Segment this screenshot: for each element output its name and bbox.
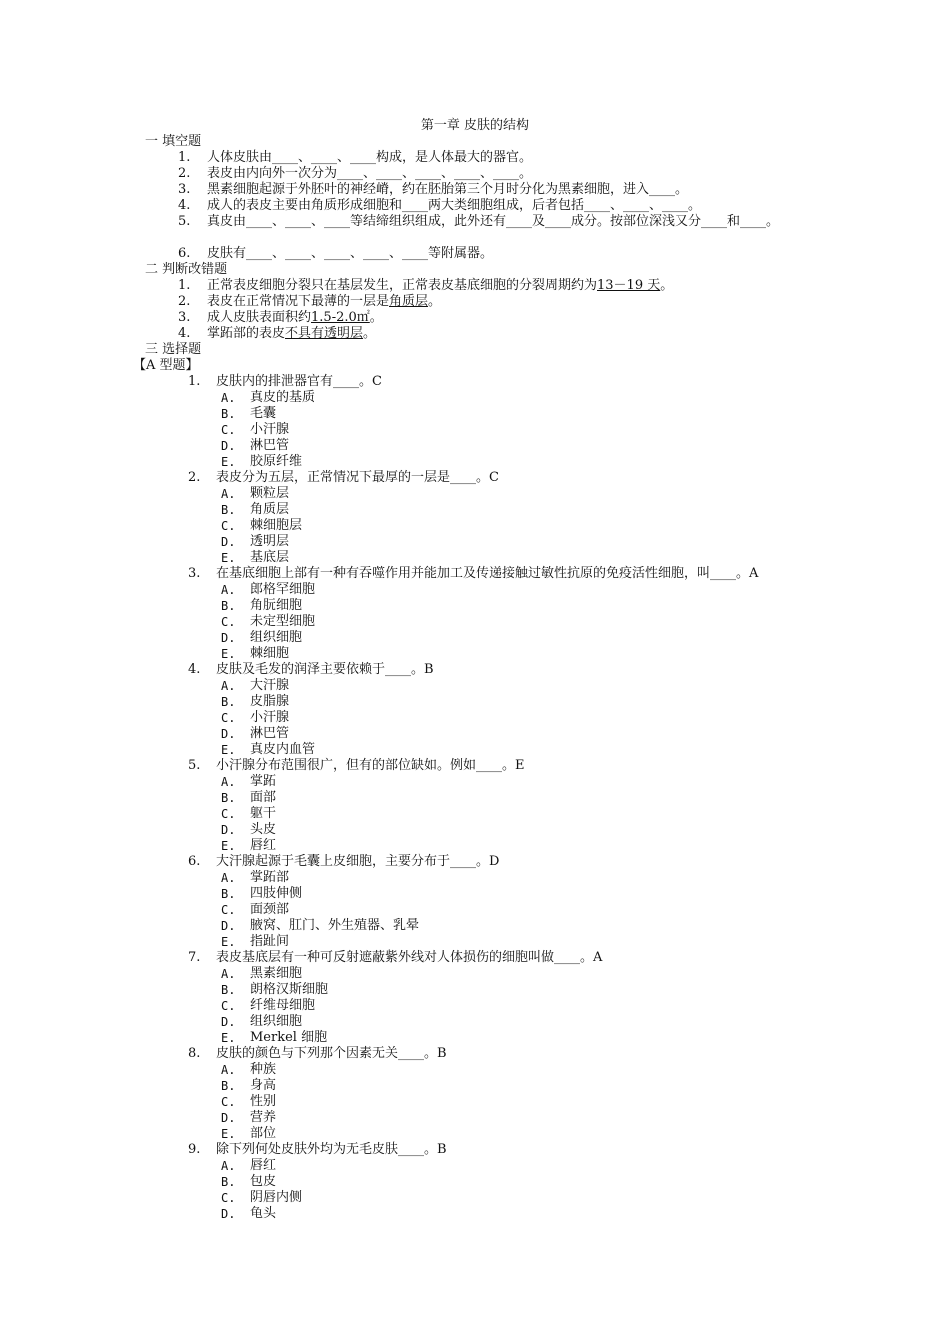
answer-option [0,406,950,422]
answer-option [0,1062,950,1078]
question-item [0,950,950,966]
answer-option [0,630,950,646]
answer-option [0,454,950,470]
section-heading-true-false: 二 判断改错题 [145,262,228,277]
option-letter: C. [221,615,236,629]
option-text: 部位 [250,1126,277,1141]
option-letter: A. [221,583,236,597]
option-letter: B. [221,599,236,613]
item-text: 人体皮肤由____、____、____构成，是人体最大的器官。 [207,150,533,165]
option-letter: C. [221,711,236,725]
section-heading-fill-in: 一 填空题 [145,134,202,149]
question-text: 在基底细胞上部有一种有吞噬作用并能加工及传递接触过敏性抗原的免疫活性细胞，叫____。A [216,566,759,581]
item-number: 3. [178,310,191,325]
option-letter: B. [221,503,236,517]
answer-option [0,886,950,902]
answer-option [0,582,950,598]
option-letter: C. [221,999,236,1013]
option-text: 朗格汉斯细胞 [250,982,329,997]
answer-option [0,1014,950,1030]
answer-option [0,1094,950,1110]
underlined-phrase: 角质层 [389,294,429,309]
question-number: 7. [188,950,201,965]
answer-option [0,1126,950,1142]
item-text [207,326,807,342]
option-text: 黑素细胞 [250,966,303,981]
answer-option [0,390,950,406]
option-text: 头皮 [250,822,277,837]
option-text: 棘细胞层 [250,518,303,533]
option-letter: B. [221,983,236,997]
option-letter: A. [221,391,236,405]
item-text-post: 。 [428,294,442,309]
answer-option [0,1110,950,1126]
option-text: 阴唇内侧 [250,1190,303,1205]
option-letter: C. [221,807,236,821]
question-item [0,662,950,678]
option-letter: D. [221,535,236,549]
item-text: 黑素细胞起源于外胚叶的神经嵴，约在胚胎第三个月时分化为黑素细胞，进入____。 [207,182,689,197]
item-number: 4. [178,198,191,213]
option-text: 身高 [250,1078,277,1093]
option-letter: E. [221,743,236,757]
option-text: 唇红 [250,838,277,853]
question-item [0,470,950,486]
option-letter: C. [221,1095,236,1109]
answer-option [0,1174,950,1190]
option-text: 角质层 [250,502,290,517]
item-text: 皮肤有____、____、____、____、____等附属器。 [207,246,494,261]
item-text [207,294,807,310]
question-number: 3. [188,566,201,581]
option-text: 角朊细胞 [250,598,303,613]
question-number: 2. [188,470,201,485]
option-letter: B. [221,1175,236,1189]
option-letter: C. [221,903,236,917]
answer-option [0,934,950,950]
option-letter: B. [221,695,236,709]
option-text: Merkel 细胞 [250,1030,328,1045]
answer-option [0,774,950,790]
question-list [0,374,950,1222]
item-number: 1. [178,278,191,293]
option-letter: D. [221,439,236,453]
option-text: 面部 [250,790,277,805]
item-text-pre: 掌跖部的表皮 [207,326,286,341]
option-letter: A. [221,871,236,885]
option-letter: A. [221,1063,236,1077]
question-item [0,374,950,390]
question-text: 除下列何处皮肤外均为无毛皮肤____。B [216,1142,447,1157]
answer-option [0,694,950,710]
option-letter: A. [221,1159,236,1173]
option-text: 包皮 [250,1174,277,1189]
option-text: 唇红 [250,1158,277,1173]
question-text: 皮肤内的排泄器官有____。C [216,374,382,389]
option-text: 面颈部 [250,902,290,917]
answer-option [0,902,950,918]
option-letter: D. [221,1207,236,1221]
answer-option [0,534,950,550]
answer-option [0,486,950,502]
item-number: 1. [178,150,191,165]
option-letter: E. [221,935,236,949]
option-text: 组织细胞 [250,630,303,645]
subsection-heading-type-a: 【A 型题】 [133,358,199,373]
option-text: 掌跖 [250,774,277,789]
answer-option [0,1158,950,1174]
question-text: 大汗腺起源于毛囊上皮细胞，主要分布于____。D [216,854,500,869]
answer-option [0,1030,950,1046]
option-letter: A. [221,967,236,981]
item-text-pre: 正常表皮细胞分裂只在基层发生，正常表皮基底细胞的分裂周期约为 [207,278,598,293]
question-number: 1. [188,374,201,389]
question-text: 皮肤及毛发的润泽主要依赖于____。B [216,662,434,677]
item-number: 2. [178,294,191,309]
answer-option [0,838,950,854]
answer-option [0,502,950,518]
option-text: 组织细胞 [250,1014,303,1029]
option-text: 郎格罕细胞 [250,582,316,597]
option-letter: C. [221,1191,236,1205]
question-number: 6. [188,854,201,869]
answer-option [0,550,950,566]
answer-option [0,982,950,998]
answer-option [0,518,950,534]
document-body [0,134,950,1222]
list-item [0,294,950,310]
item-number: 6. [178,246,191,261]
answer-option [0,742,950,758]
answer-option [0,966,950,982]
option-text: 小汗腺 [250,710,290,725]
option-letter: D. [221,919,236,933]
question-text: 小汗腺分布范围很广，但有的部位缺如。例如____。E [216,758,525,773]
underlined-phrase: 13－19 天 [597,278,661,293]
option-letter: A. [221,679,236,693]
option-letter: E. [221,551,236,565]
option-text: 淋巴管 [250,438,290,453]
list-item [0,278,950,294]
answer-option [0,918,950,934]
answer-option [0,422,950,438]
item-number: 3. [178,182,191,197]
option-text: 基底层 [250,550,290,565]
option-text: 皮脂腺 [250,694,290,709]
answer-option [0,1078,950,1094]
list-item [0,214,950,246]
option-letter: B. [221,1079,236,1093]
option-text: 棘细胞 [250,646,290,661]
answer-option [0,646,950,662]
question-number: 9. [188,1142,201,1157]
item-text [207,310,807,326]
item-text-post: 。 [363,326,377,341]
answer-option [0,790,950,806]
item-number: 5. [178,214,191,229]
question-text: 皮肤的颜色与下列那个因素无关____。B [216,1046,447,1061]
option-letter: E. [221,1031,236,1045]
list-item [0,198,950,214]
question-item [0,854,950,870]
answer-option [0,1190,950,1206]
option-letter: B. [221,887,236,901]
option-letter: D. [221,1015,236,1029]
answer-option [0,806,950,822]
option-letter: A. [221,487,236,501]
list-item [0,326,950,342]
underlined-phrase: 1.5-2.0㎡ [311,310,370,325]
answer-option [0,1206,950,1222]
question-item [0,758,950,774]
question-item [0,1142,950,1158]
list-item [0,310,950,326]
option-letter: E. [221,1127,236,1141]
option-text: 毛囊 [250,406,277,421]
question-item [0,1046,950,1062]
item-text-pre: 成人皮肤表面积约 [207,310,312,325]
answer-option [0,598,950,614]
item-text: 真皮由____、____、____等结缔组织组成，此外还有____及____成分。按部位深浅又分____和____。 [207,214,780,229]
answer-option [0,710,950,726]
option-letter: D. [221,727,236,741]
option-letter: E. [221,839,236,853]
answer-option [0,822,950,838]
item-text [207,278,807,294]
option-text: 大汗腺 [250,678,290,693]
option-letter: C. [221,423,236,437]
option-text: 性别 [250,1094,277,1109]
option-text: 掌跖部 [250,870,290,885]
option-text: 淋巴管 [250,726,290,741]
option-letter: E. [221,647,236,661]
option-text: 真皮内血管 [250,742,316,757]
list-item [0,182,950,198]
question-text: 表皮基底层有一种可反射遮蔽紫外线对人体损伤的细胞叫做____。A [216,950,603,965]
option-text: 未定型细胞 [250,614,316,629]
list-item [0,246,950,262]
option-text: 透明层 [250,534,290,549]
item-text-post: 。 [369,310,383,325]
option-text: 胶原纤维 [250,454,303,469]
question-number: 5. [188,758,201,773]
option-letter: B. [221,791,236,805]
option-text: 龟头 [250,1206,277,1221]
item-number: 2. [178,166,191,181]
question-item [0,566,950,582]
item-number: 4. [178,326,191,341]
option-text: 躯干 [250,806,277,821]
option-text: 颗粒层 [250,486,290,501]
option-text: 指趾间 [250,934,290,949]
option-letter: D. [221,631,236,645]
option-letter: D. [221,823,236,837]
question-number: 4. [188,662,201,677]
section-heading-multiple-choice: 三 选择题 [145,342,202,357]
chapter-title: 第一章 皮肤的结构 [420,118,530,133]
answer-option [0,870,950,886]
list-item [0,150,950,166]
option-letter: C. [221,519,236,533]
question-number: 8. [188,1046,201,1061]
item-text: 成人的表皮主要由角质形成细胞和____两大类细胞组成，后者包括____、____、____。 [207,198,702,213]
option-text: 纤维母细胞 [250,998,316,1013]
answer-option [0,614,950,630]
answer-option [0,726,950,742]
item-text-pre: 表皮在正常情况下最薄的一层是 [207,294,390,309]
item-text: 表皮由内向外一次分为____、____、____、____、____。 [207,166,533,181]
list-item [0,166,950,182]
option-text: 小汗腺 [250,422,290,437]
item-text-post: 。 [660,278,674,293]
answer-option [0,678,950,694]
option-text: 营养 [250,1110,277,1125]
option-text: 真皮的基质 [250,390,316,405]
option-letter: D. [221,1111,236,1125]
answer-option [0,998,950,1014]
option-text: 种族 [250,1062,277,1077]
option-letter: E. [221,455,236,469]
option-text: 腋窝、肛门、外生殖器、乳晕 [250,918,420,933]
option-letter: A. [221,775,236,789]
answer-option [0,438,950,454]
option-letter: B. [221,407,236,421]
option-text: 四肢伸侧 [250,886,303,901]
question-text: 表皮分为五层，正常情况下最厚的一层是____。C [216,470,499,485]
underlined-phrase: 不具有透明层 [285,326,364,341]
